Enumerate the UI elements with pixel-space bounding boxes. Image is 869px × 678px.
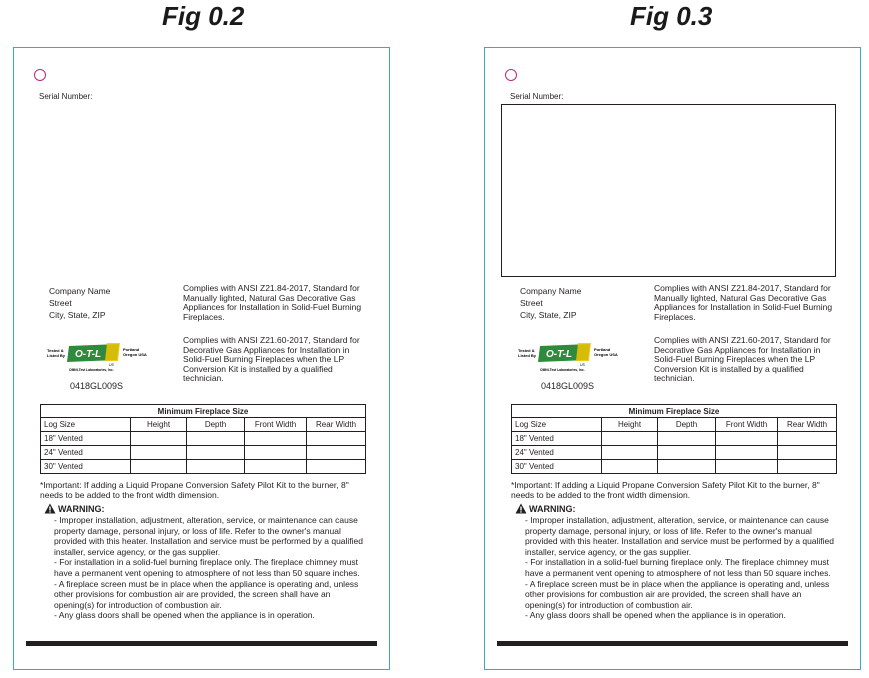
label-panel-fig-0-3 xyxy=(484,47,861,670)
important-note: *Important: If adding a Liquid Propane Conversion Safety Pilot Kit to the burner, 8" needs to be added to the front width dimension. xyxy=(511,480,820,500)
row-log-size: 30" Vented xyxy=(512,460,602,474)
logo-right-text-1: Portland xyxy=(123,347,140,352)
cell xyxy=(307,432,366,446)
serial-number-label: Serial Number: xyxy=(39,92,93,101)
row-log-size: 18" Vented xyxy=(41,432,131,446)
header-depth: Depth xyxy=(187,418,245,432)
header-rear-width: Rear Width xyxy=(778,418,837,432)
company-street: Street xyxy=(49,298,72,308)
important-note: *Important: If adding a Liquid Propane Conversion Safety Pilot Kit to the burner, 8" needs to be added to the front width dimension. xyxy=(40,480,349,500)
figure-title-right: Fig 0.3 xyxy=(630,1,713,31)
header-front-width: Front Width xyxy=(245,418,307,432)
header-height: Height xyxy=(131,418,187,432)
compliance-text-2: Complies with ANSI Z21.60-2017, Standard for Decorative Gas Appliances for Installation in Solid-Fuel Burning Fireplaces when the LP Conversion Kit is installed by a qualified technician. xyxy=(183,335,360,384)
logo-sub-text: OMNI-Test Laboratories, Inc. xyxy=(540,368,585,372)
table-header-row xyxy=(512,418,837,432)
logo-right-text-2: Oregon USA xyxy=(594,352,618,357)
logo-right-text-1: Portland xyxy=(594,347,611,352)
cell xyxy=(245,460,307,474)
row-log-size: 24" Vented xyxy=(512,446,602,460)
warning-heading xyxy=(44,503,105,514)
table-caption: Minimum Fireplace Size xyxy=(41,405,366,418)
warning-triangle-icon xyxy=(44,503,56,514)
logo-tag-text: US xyxy=(580,363,585,367)
otl-logo-icon xyxy=(47,340,159,374)
cell xyxy=(716,446,778,460)
header-depth: Depth xyxy=(658,418,716,432)
cell xyxy=(245,432,307,446)
listing-number: 0418GL009S xyxy=(541,381,595,391)
warning-list xyxy=(525,515,840,621)
cell xyxy=(716,432,778,446)
warning-item: - A fireplace screen must be in place when the appliance is operating and, unless other provisions for combustion air are provided, the screen shall have an opening(s) for introduction of combustion air. xyxy=(54,578,359,610)
cell xyxy=(245,446,307,460)
logo-tag-text: US xyxy=(109,363,114,367)
company-address xyxy=(520,285,581,321)
header-height: Height xyxy=(602,418,658,432)
warning-title: WARNING: xyxy=(58,503,105,514)
warning-item: - For installation in a solid-fuel burning fireplace only. The fireplace chimney must have a permanent vent opening to atmosphere of not less than 50 square inches. xyxy=(525,557,831,578)
cell xyxy=(307,446,366,460)
warning-item: - A fireplace screen must be in place when the appliance is operating and, unless other provisions for combustion air are provided, the screen shall have an opening(s) for introduction of combustion air. xyxy=(525,578,830,610)
cell xyxy=(602,460,658,474)
cell xyxy=(778,446,837,460)
minimum-fireplace-size-table xyxy=(511,404,837,474)
cell xyxy=(658,460,716,474)
table-row xyxy=(41,446,366,460)
logo-sub-text: OMNI-Test Laboratories, Inc. xyxy=(69,368,114,372)
cell xyxy=(716,460,778,474)
row-log-size: 24" Vented xyxy=(41,446,131,460)
warning-heading xyxy=(515,503,576,514)
cell xyxy=(187,432,245,446)
logo-mark-text: O-T-L xyxy=(75,349,102,360)
company-city: City, State, ZIP xyxy=(520,310,577,320)
cell xyxy=(187,446,245,460)
compliance-text-1: Complies with ANSI Z21.84-2017, Standard for Manually lighted, Natural Gas Decorative Gas Appliances for Installation in Solid-Fuel Burning Fireplaces. xyxy=(183,283,362,322)
row-log-size: 18" Vented xyxy=(512,432,602,446)
header-rear-width: Rear Width xyxy=(307,418,366,432)
company-name: Company Name xyxy=(49,286,111,296)
company-street: Street xyxy=(520,298,543,308)
warning-list xyxy=(54,515,369,621)
warning-item: - Any glass doors shall be opened when the appliance is in operation. xyxy=(54,610,315,621)
compliance-text-2: Complies with ANSI Z21.60-2017, Standard for Decorative Gas Appliances for Installation in Solid-Fuel Burning Fireplaces when the LP Conversion Kit is installed by a qualified technician. xyxy=(654,335,831,384)
cell xyxy=(658,432,716,446)
header-log-size: Log Size xyxy=(512,418,602,432)
figure-title-left: Fig 0.2 xyxy=(162,1,245,31)
label-panel-fig-0-2 xyxy=(13,47,390,670)
table-caption: Minimum Fireplace Size xyxy=(512,405,837,418)
company-name: Company Name xyxy=(520,286,582,296)
table-row xyxy=(512,432,837,446)
table-row xyxy=(41,432,366,446)
listing-number: 0418GL009S xyxy=(70,381,124,391)
table-row xyxy=(512,446,837,460)
cell xyxy=(778,432,837,446)
table-row xyxy=(41,460,366,474)
minimum-fireplace-size-table xyxy=(40,404,366,474)
logo-left-text-1: Tested & xyxy=(518,348,535,353)
warning-item: - Improper installation, adjustment, alteration, service, or maintenance can cause property damage, personal injury, or loss of life. Refer to the owner's manual provided with this heater. Installation and service must be performed by a qualified installer, service agency, or the gas supplier. xyxy=(525,515,835,557)
header-front-width: Front Width xyxy=(716,418,778,432)
row-log-size: 30" Vented xyxy=(41,460,131,474)
bottom-bar xyxy=(497,641,848,646)
bottom-bar xyxy=(26,641,377,646)
warning-item: - Any glass doors shall be opened when the appliance is in operation. xyxy=(525,610,786,621)
logo-left-text-2: Listed By xyxy=(47,353,66,358)
cell xyxy=(187,460,245,474)
serial-number-label: Serial Number: xyxy=(510,92,564,101)
cell xyxy=(602,432,658,446)
cell xyxy=(131,432,187,446)
logo-left-text-2: Listed By xyxy=(518,353,537,358)
header-log-size: Log Size xyxy=(41,418,131,432)
serial-number-box xyxy=(501,104,836,277)
logo-mark-text: O-T-L xyxy=(546,349,573,360)
cell xyxy=(131,446,187,460)
logo-right-text-2: Oregon USA xyxy=(123,352,147,357)
compliance-text-1: Complies with ANSI Z21.84-2017, Standard for Manually lighted, Natural Gas Decorative Gas Appliances for Installation in Solid-Fuel Burning Fireplaces. xyxy=(654,283,833,322)
warning-triangle-icon xyxy=(515,503,527,514)
hole-circle-icon xyxy=(505,69,517,81)
warning-title: WARNING: xyxy=(529,503,576,514)
hole-circle-icon xyxy=(34,69,46,81)
logo-left-text-1: Tested & xyxy=(47,348,64,353)
cell xyxy=(658,446,716,460)
company-city: City, State, ZIP xyxy=(49,310,106,320)
warning-item: - Improper installation, adjustment, alteration, service, or maintenance can cause property damage, personal injury, or loss of life. Refer to the owner's manual provided with this heater. Installation and service must be performed by a qualified installer, service agency, or the gas supplier. xyxy=(54,515,364,557)
otl-logo-icon xyxy=(518,340,630,374)
company-address xyxy=(49,285,110,321)
warning-item: - For installation in a solid-fuel burning fireplace only. The fireplace chimney must have a permanent vent opening to atmosphere of not less than 50 square inches. xyxy=(54,557,360,578)
cell xyxy=(602,446,658,460)
cell xyxy=(778,460,837,474)
cell xyxy=(307,460,366,474)
table-row xyxy=(512,460,837,474)
table-header-row xyxy=(41,418,366,432)
cell xyxy=(131,460,187,474)
